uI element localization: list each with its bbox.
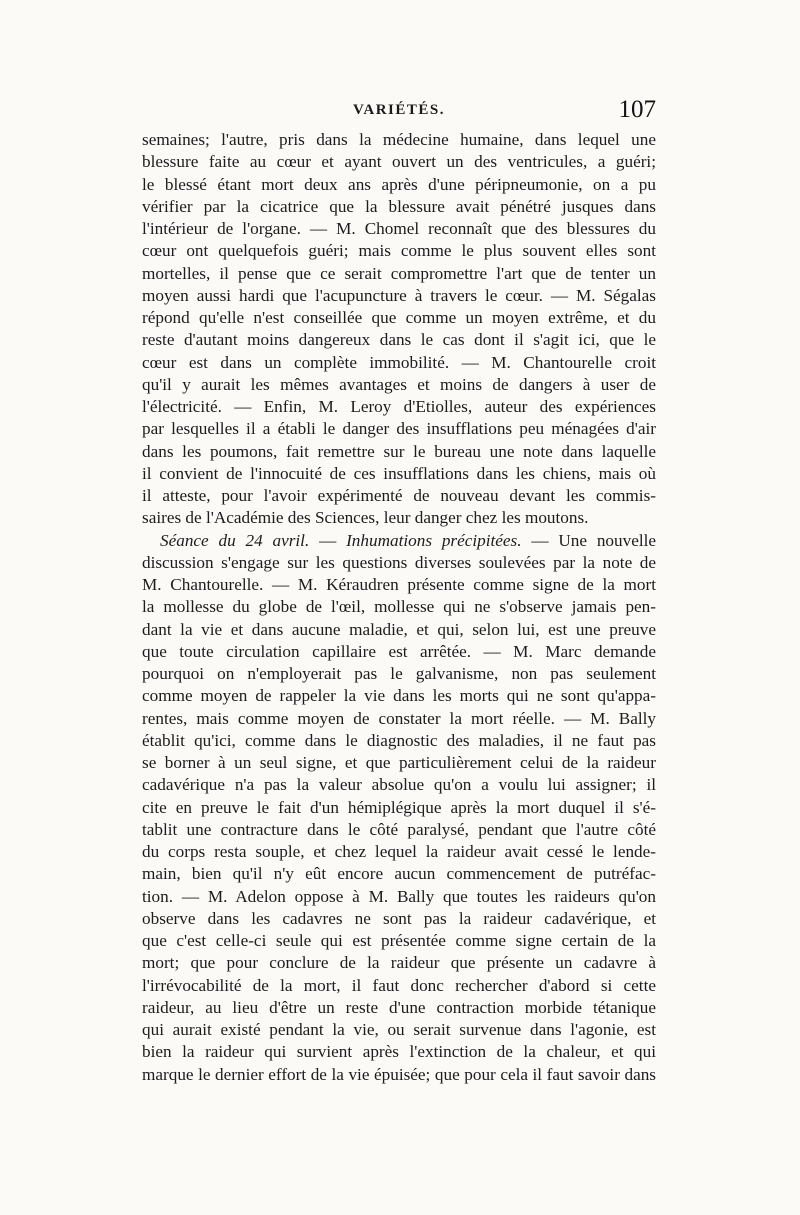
running-head [142,96,656,128]
text-line: qui aurait existé pendant la vie, ou serait survenue dans l'agonie, est [142,1020,656,1039]
text-line: bien la raideur qui survient après l'extinction de la chaleur, et qui [142,1042,656,1062]
text-line: que toute circulation capillaire est arrêtée. — M. Marc demande [142,641,656,661]
text-line: saires de l'Académie des Sciences, leur danger chez les moutons. [142,508,589,528]
text-line: observe dans les cadavres ne sont pas la raideur cadavérique, et [142,908,656,928]
text-line: discussion s'engage sur les questions diverses soulevées par la note de [142,552,656,572]
text-line: dans les poumons, fait remettre sur le bureau une note dans laquelle [142,441,656,461]
text-line: tablit une contracture dans le côté paralysé, pendant que l'autre côté [142,819,656,839]
session-topic: Inhumations précipitées. [346,530,522,550]
text-line: rentes, mais comme moyen de constater la mort réelle. — M. Bally [142,708,656,728]
text-line: qu'il y aurait les mêmes avantages et moins de dangers à user de [142,374,656,394]
text-line: comme moyen de rappeler la vie dans les morts qui ne sont qu'appa- [142,686,656,706]
text-line: répond qu'elle n'est conseillée que comme un moyen extrême, et du [142,308,656,327]
text-line: il convient de l'innocuité de ces insufflations dans les chiens, mais où [142,463,656,483]
text-line: reste d'autant moins dangereux dans le cas dont il s'agit ici, que le [142,330,656,350]
text-line: marque le dernier effort de la vie épuisée; que pour cela il faut savoir dans [142,1064,656,1084]
text-line: par lesquelles il a établi le danger des insufflations peu ménagées d'air [142,419,656,439]
text-line: cœur ont quelquefois guéri; mais comme le plus souvent elles sont [142,241,656,261]
text-line: établit qu'ici, comme dans le diagnostic des maladies, il ne faut pas [142,730,656,750]
page-number: 107 [618,96,656,123]
text-line: M. Chantourelle. — M. Kéraudren présente comme signe de la mort [142,575,656,594]
text-line: vérifier par la cicatrice que la blessure avait pénétré jusques dans [142,196,656,216]
text-line: tion. — M. Adelon oppose à M. Bally que toutes les raideurs qu'on [142,886,656,906]
text-line: du corps resta souple, et chez lequel la raideur avait cessé le lende- [142,842,656,861]
text-line: l'intérieur de l'organe. — M. Chomel reconnaît que des blessures du [142,219,656,238]
session-date: Séance du 24 avril. [160,530,310,550]
running-title: VARIÉTÉS. [352,102,445,118]
text-line: moyen aussi hardi que l'acupuncture à travers le cœur. — M. Ségalas [142,285,656,305]
text-line: semaines; l'autre, pris dans la médecine humaine, dans lequel une [142,130,656,149]
text-line: se borner à un seul signe, et que particulièrement celui de la raideur [142,753,656,772]
text-line: que c'est celle-ci seule qui est présentée comme signe certain de la [142,931,656,950]
text-line: mortelles, il pense que ce serait compromettre l'art que de tenter un [142,263,656,283]
text-line: cadavérique n'a pas la valeur absolue qu'on a voulu lui assigner; il [142,775,656,795]
text-line: main, bien qu'il n'y eût encore aucun commencement de putréfac- [142,864,656,884]
text-line: dant la vie et dans aucune maladie, et qui, selon lui, est une preuve [142,619,656,639]
text-line: le blessé étant mort deux ans après d'une péripneumonie, on a pu [142,174,656,194]
text-line: Séance du 24 avril. — Inhumations précipitées. — Une nouvelle [160,530,656,550]
text-line: l'irrévocabilité de la mort, il faut donc rechercher d'abord si cette [142,975,656,995]
text-line: pourquoi on n'employerait pas le galvanisme, non pas seulement [142,664,656,683]
text-line: cœur est dans un complète immobilité. — M. Chantourelle croit [142,352,656,372]
text-line: il atteste, pour l'avoir expérimenté de nouveau devant les commis- [142,486,656,505]
text-line: raideur, au lieu d'être un reste d'une contraction morbide tétanique [142,997,656,1017]
text-line: l'électricité. — Enfin, M. Leroy d'Etiolles, auteur des expériences [142,397,656,416]
body-text [142,129,656,1086]
text-line: cite en preuve le fait d'un hémiplégique après la mort duquel il s'é- [142,797,656,817]
text-line: mort; que pour conclure de la raideur que présente un cadavre à [142,953,656,973]
text-line: la mollesse du globe de l'œil, mollesse qui ne s'observe jamais pen- [142,597,656,617]
text-line: blessure faite au cœur et ayant ouvert un des ventricules, a guéri; [142,152,656,172]
